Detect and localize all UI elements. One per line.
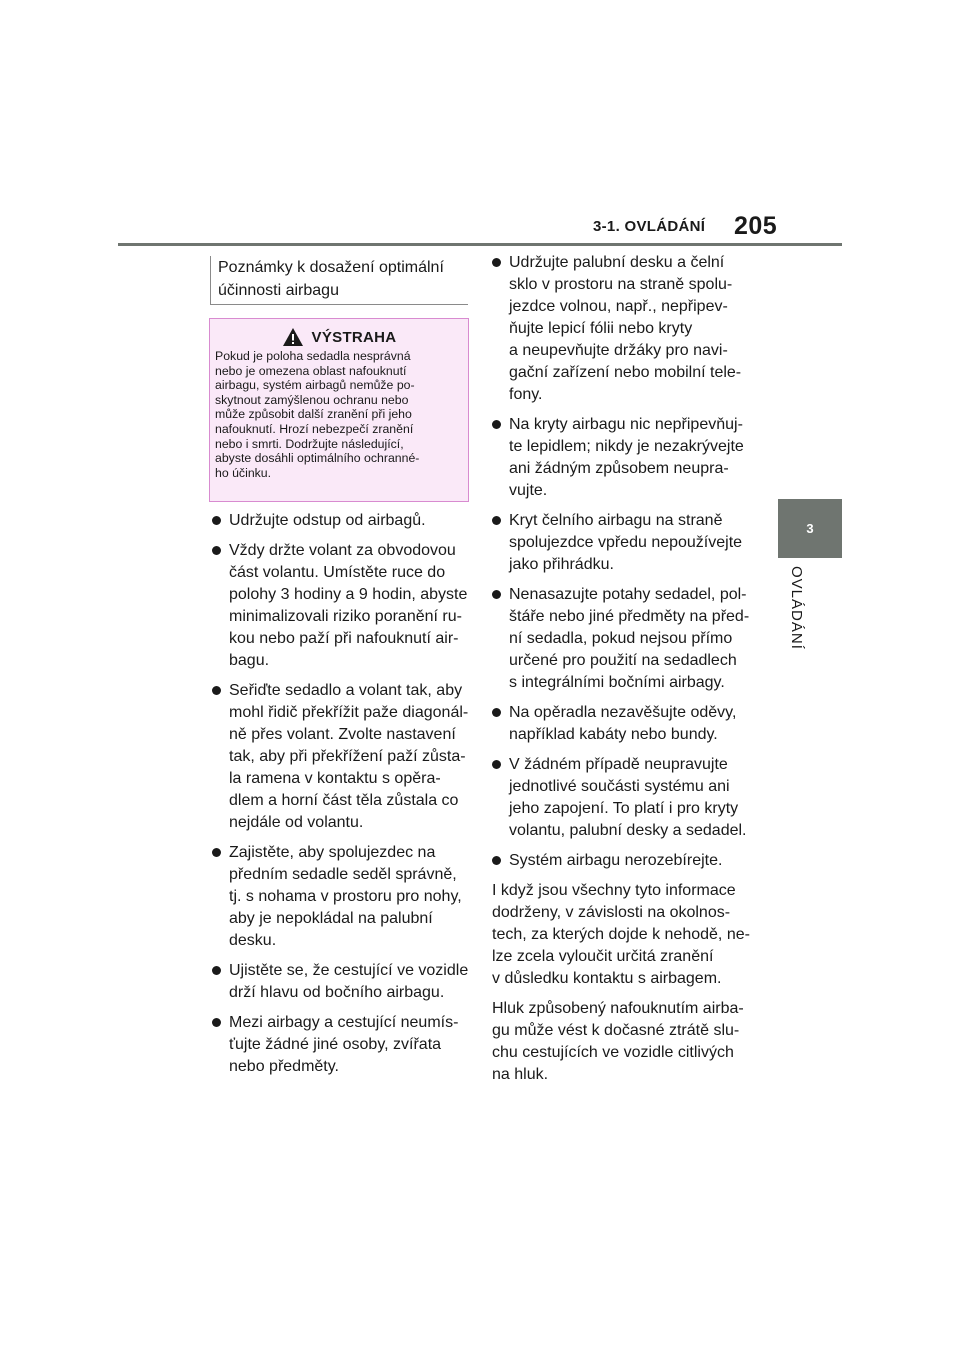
bullet-item [212,510,470,532]
text-line: gační zařízení nebo mobilní tele- [509,364,742,381]
text-line: štáře nebo jiné předměty na před- [509,608,750,625]
bullet-item [492,584,754,694]
text-line: Hluk způsobený nafouknutím airba- [492,1000,744,1017]
header-section-title: 3-1. OVLÁDÁNÍ [593,218,706,235]
text-line: minimalizovali riziko poranění ru- [229,608,462,625]
text-line: Ujistěte se, že cestující ve vozidle [229,962,469,979]
text-line: bagu. [229,652,270,669]
text-line: určené pro použití na sedadlech [509,652,737,669]
text-line: I když jsou všechny tyto informace [492,882,736,899]
text-line: desku. [229,932,277,949]
text-line: Zajistěte, aby spolujezdec na [229,844,436,861]
text-line: dodrženy, v závislosti na okolnos- [492,904,731,921]
text-line: lze zcela vyloučit určitá zranění [492,948,714,965]
warning-box [209,318,469,502]
text-line: v důsledku kontaktu s airbagem. [492,970,722,987]
chapter-label: OVLÁDÁNÍ [788,566,805,650]
text-line: jezdce volnou, např., nepřipev- [509,298,728,315]
left-column [212,510,470,1086]
text-line: Pokud je poloha sedadla nesprávná [215,349,411,363]
text-line: ňujte lepicí fólii nebo kryty [509,320,693,337]
chapter-number: 3 [806,521,814,536]
bullet-item [492,754,754,842]
text-line: Nenasazujte potahy sedadel, pol- [509,586,747,603]
text-line: ně přes volant. Zvolte nastavení [229,726,456,743]
text-line: sklo v prostoru na straně spolu- [509,276,733,293]
text-line: a neupevňujte držáky pro navi- [509,342,728,359]
text-line: V žádném případě neupravujte [509,756,728,773]
text-line: Mezi airbagy a cestující neumís- [229,1014,459,1031]
bullet-item [492,510,754,576]
text-line: drží hlavu od bočního airbagu. [229,984,445,1001]
paragraph [492,880,754,990]
text-line: může způsobit další zranění při jeho [215,407,412,422]
text-line: jednotlivé součásti systému ani [509,778,730,795]
text-line: abyste dosáhli optimálního ochranné- [215,451,420,466]
section-rule [210,304,468,305]
text-line: Vždy držte volant za obvodovou [229,542,456,559]
bullet-item [492,414,754,502]
right-column [492,252,754,1094]
bullet-item [212,1012,470,1078]
text-line: kou nebo paží při nafouknutí air- [229,630,459,647]
text-line: Systém airbagu nerozebírejte. [509,852,723,869]
warning-title: VÝSTRAHA [311,328,397,346]
text-line: tech, za kterých dojde k nehodě, ne- [492,926,750,943]
section-title-line: účinnosti airbagu [218,282,339,299]
text-line: jeho zapojení. To platí i pro kryty [509,800,739,817]
text-line: například kabáty nebo bundy. [509,726,718,743]
text-line: la ramena v kontaktu s opěra- [229,770,441,787]
warning-triangle-icon [282,327,304,347]
text-line: část volantu. Umístěte ruce do [229,564,446,581]
text-line: jako přihrádku. [509,556,614,573]
text-line: Udržujte odstup od airbagů. [229,512,426,529]
text-line: nafouknutí. Hrozí nebezpečí zranění [215,421,414,436]
text-line: nebo předměty. [229,1058,339,1075]
text-line: spolujezdce vpředu nepoužívejte [509,534,743,551]
chapter-tab [778,499,842,558]
text-line: te lepidlem; nikdy je nezakrývejte [509,438,744,455]
text-line: tj. s nohama v prostoru pro nohy, [229,888,462,905]
warning-header [210,326,468,348]
text-line: nejdále od volantu. [229,814,364,831]
text-line: volantu, palubní desky a sedadel. [509,822,747,839]
text-line: polohy 3 hodiny a 9 hodin, abyste [229,586,468,603]
page-number: 205 [734,212,778,240]
text-line: ní sedadla, pokud nejsou přímo [509,630,733,647]
left-bullet-list [212,510,470,1078]
text-line: na hluk. [492,1066,549,1083]
text-line: gu může vést k dočasné ztrátě slu- [492,1022,740,1039]
text-line: tak, aby při překřížení paží zůsta- [229,748,466,765]
bullet-item [492,702,754,746]
text-line: nebo i smrti. Dodržujte následující, [215,436,404,451]
text-line: předním sedadle seděl správně, [229,866,457,883]
section-title-line: Poznámky k dosažení optimální [218,259,444,276]
bullet-item [212,540,470,672]
text-line: nebo je omezena oblast nafouknutí [215,363,407,378]
text-line: ho účinku. [215,465,272,480]
paragraph [492,998,754,1086]
bullet-item [212,680,470,834]
text-line: skytnout zamýšlenou ochranu nebo [215,392,409,407]
text-line: chu cestujících ve vozidle citlivých [492,1044,734,1061]
text-line: Seřiďte sedadlo a volant tak, aby [229,682,463,699]
text-line: Kryt čelního airbagu na straně [509,512,723,529]
text-line: airbagu, systém airbagů nemůže po- [215,378,415,393]
text-line: fony. [509,386,543,403]
bullet-item [212,842,470,952]
text-line: ani žádným způsobem neupra- [509,460,729,477]
text-line: ťujte žádné jiné osoby, zvířata [229,1036,442,1053]
bullet-item [492,850,754,872]
text-line: Na opěradla nezavěšujte oděvy, [509,704,737,721]
bullet-item [212,960,470,1004]
right-bullet-list [492,252,754,872]
section-title [210,256,468,304]
text-line: vujte. [509,482,548,499]
text-line: Udržujte palubní desku a čelní [509,254,725,271]
warning-text [215,349,465,480]
text-line: aby je nepokládal na palubní [229,910,433,927]
bullet-item [492,252,754,406]
text-line: Na kryty airbagu nic nepřipevňuj- [509,416,743,433]
text-line: dlem a horní část těla zůstala co [229,792,459,809]
text-line: s integrálními bočními airbagy. [509,674,725,691]
right-paragraphs [492,880,754,1086]
text-line: mohl řidič překřížit paže diagonál- [229,704,469,721]
header-rule [118,243,842,246]
